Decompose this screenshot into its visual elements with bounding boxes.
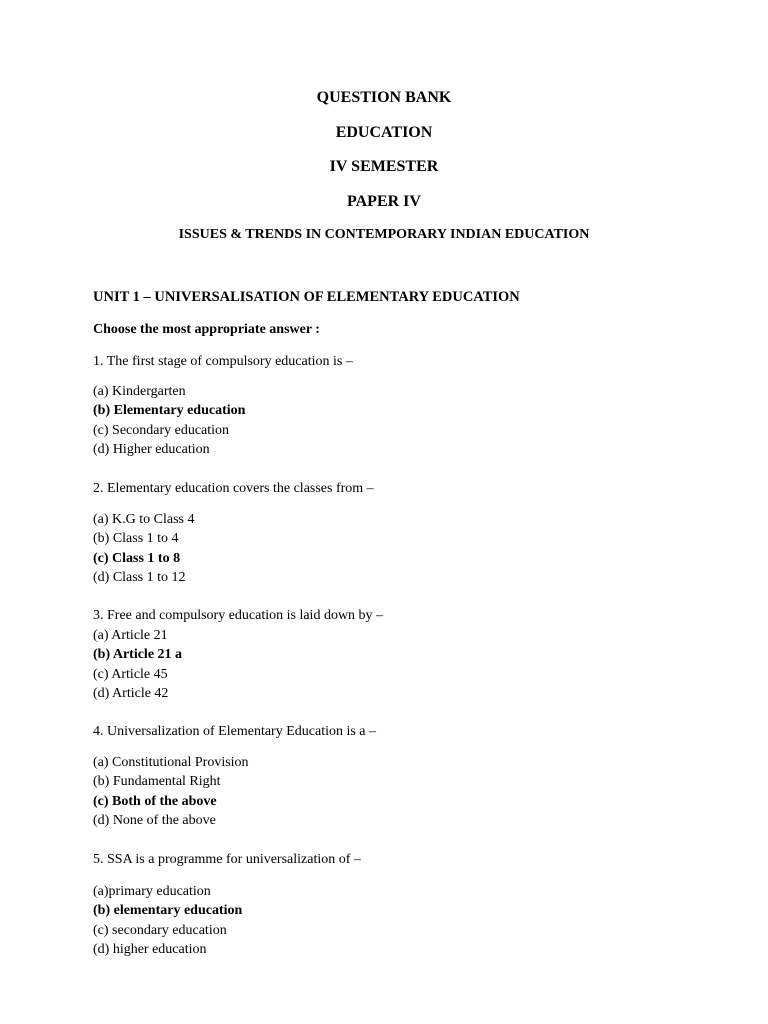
- option: (d) Higher education: [93, 441, 210, 457]
- options-list: [93, 510, 195, 587]
- option: (a) Kindergarten: [93, 384, 186, 399]
- paper-title: ISSUES & TRENDS IN CONTEMPORARY INDIAN EDUCATION: [178, 227, 590, 242]
- option: (a)primary education: [93, 884, 211, 899]
- options-list: [93, 753, 249, 830]
- option: (a) K.G to Class 4: [93, 512, 195, 527]
- correct-option: (c) Class 1 to 8: [93, 550, 181, 566]
- option: (b) Fundamental Right: [93, 774, 221, 790]
- correct-option: (b) Article 21 a: [93, 647, 183, 663]
- options-list: [93, 626, 182, 703]
- correct-option: (c) Both of the above: [93, 793, 217, 809]
- instruction-text: Choose the most appropriate answer :: [93, 322, 320, 337]
- option: (d) None of the above: [93, 812, 216, 828]
- paper-heading: PAPER IV: [347, 193, 421, 210]
- option: (c) Article 45: [93, 666, 168, 682]
- option: (c) Secondary education: [93, 422, 230, 438]
- unit-title: UNIT 1 – UNIVERSALISATION OF ELEMENTARY EDUCATION: [93, 289, 520, 305]
- option: (d) Class 1 to 12: [93, 569, 186, 585]
- question-text: 3. Free and compulsory education is laid down by –: [93, 608, 384, 623]
- question-text: 1. The first stage of compulsory education is –: [93, 354, 353, 369]
- correct-option: (b) Elementary education: [93, 403, 246, 419]
- subject-heading: EDUCATION: [335, 124, 433, 141]
- option: (b) Class 1 to 4: [93, 531, 179, 547]
- option: (a) Constitutional Provision: [93, 755, 249, 770]
- semester-heading: IV SEMESTER: [329, 158, 439, 175]
- option: (d) higher education: [93, 941, 207, 957]
- option: (a) Article 21: [93, 628, 168, 643]
- option: (c) secondary education: [93, 922, 227, 938]
- correct-option: (b) elementary education: [93, 903, 243, 919]
- options-list: [93, 382, 245, 459]
- question-text: 2. Elementary education covers the classes from –: [93, 481, 374, 496]
- question-text: 4. Universalization of Elementary Education is a –: [93, 724, 377, 739]
- options-list: [93, 882, 242, 959]
- doc-title: QUESTION BANK: [316, 89, 452, 106]
- option: (d) Article 42: [93, 685, 169, 701]
- question-text: 5. SSA is a programme for universalization of –: [93, 852, 361, 867]
